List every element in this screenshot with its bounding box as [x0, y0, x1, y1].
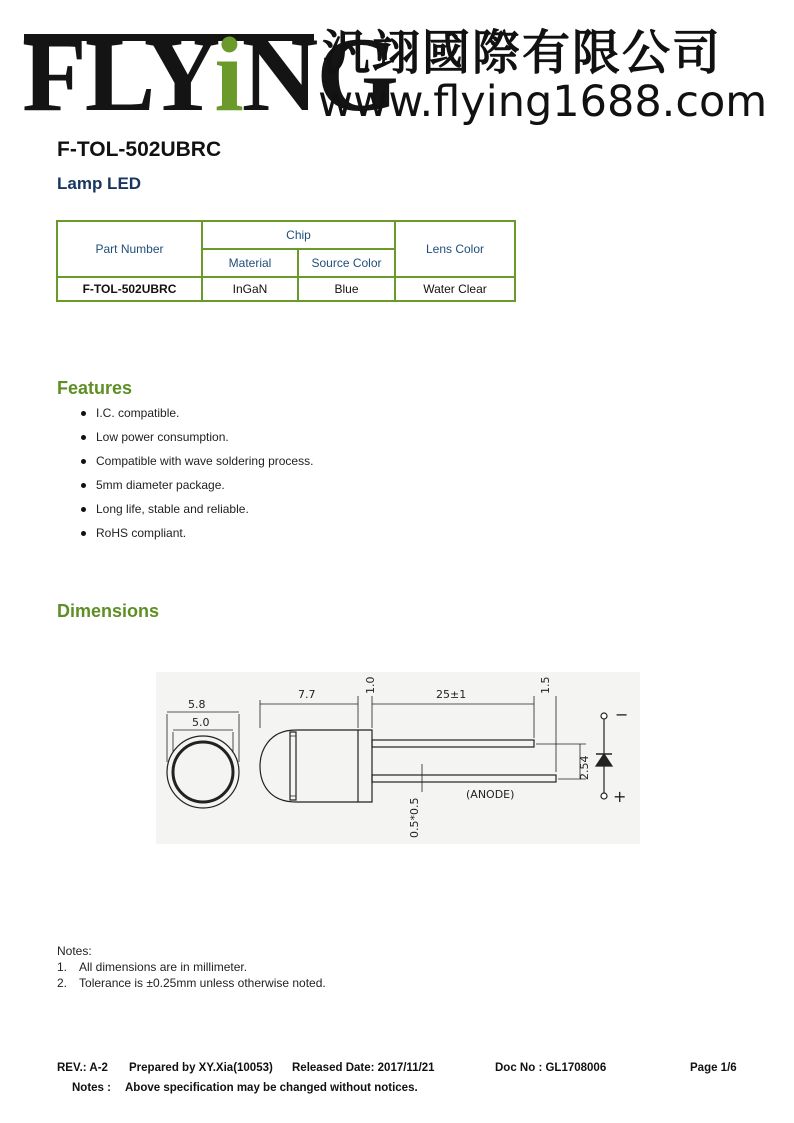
- dim-lead-width: 0.5*0.5: [408, 797, 421, 838]
- footer-revision: REV.: A-2: [57, 1062, 108, 1074]
- note-item-2: [57, 976, 326, 990]
- dim-lead-length: 25±1: [436, 688, 467, 701]
- company-name-chinese: 汎翊國際有限公司: [322, 25, 723, 81]
- footer-prepared-by: Prepared by XY.Xia(10053): [129, 1062, 273, 1074]
- note-text: All dimensions are in millimeter.: [79, 960, 248, 974]
- footer-doc-number: Doc No : GL1708006: [495, 1062, 607, 1074]
- features-list: [80, 405, 313, 549]
- dim-flange: 1.0: [364, 676, 377, 694]
- dim-lead-spacing: 2.54: [578, 755, 591, 780]
- note-item-1: [57, 960, 247, 974]
- cell-lens-color: Water Clear: [395, 277, 515, 301]
- note-text: Tolerance is ±0.25mm unless otherwise noted.: [79, 976, 326, 990]
- part-subtitle: Lamp LED: [57, 174, 142, 193]
- cathode-symbol: −: [615, 705, 629, 724]
- header-chip: Chip: [202, 221, 395, 249]
- footer-page-number: Page 1/6: [690, 1062, 737, 1074]
- company-website: www.flying1688.com: [318, 77, 768, 127]
- cell-source-color: Blue: [298, 277, 395, 301]
- header-lens-color: Lens Color: [395, 221, 515, 277]
- anode-label: (ANODE): [466, 788, 515, 801]
- list-item: 5mm diameter package.: [80, 477, 313, 501]
- dim-outer-diameter: 5.8: [188, 698, 206, 711]
- table-row: [57, 277, 515, 301]
- footer-notice-label: Notes :: [72, 1082, 111, 1094]
- dimension-drawing: [156, 672, 640, 844]
- dimensions-heading: Dimensions: [57, 601, 160, 621]
- cell-material: InGaN: [202, 277, 298, 301]
- footer-notice-text: Above specification may be changed without notices.: [125, 1082, 418, 1094]
- dim-lead-offset: 1.5: [539, 676, 552, 694]
- cell-part-number: F-TOL-502UBRC: [57, 277, 202, 301]
- list-item: RoHS compliant.: [80, 525, 313, 549]
- diode-terminal-top: [601, 713, 607, 719]
- note-number: 2.: [57, 976, 68, 990]
- anode-symbol: +: [613, 787, 627, 806]
- list-item: I.C. compatible.: [80, 405, 313, 429]
- list-item: Low power consumption.: [80, 429, 313, 453]
- company-logo: FLYiNG: [22, 16, 397, 133]
- list-item: Compatible with wave soldering process.: [80, 453, 313, 477]
- header-part-number: Part Number: [57, 221, 202, 277]
- dim-body-length: 7.7: [298, 688, 316, 701]
- footer-release-date: Released Date: 2017/11/21: [292, 1062, 435, 1074]
- spec-table: [56, 220, 516, 302]
- part-title: F-TOL-502UBRC: [57, 138, 222, 161]
- features-heading: Features: [57, 378, 133, 398]
- notes-title: Notes:: [57, 944, 92, 958]
- list-item: Long life, stable and reliable.: [80, 501, 313, 525]
- diode-terminal-bottom: [601, 793, 607, 799]
- header-source-color: Source Color: [298, 249, 395, 277]
- note-number: 1.: [57, 960, 68, 974]
- dim-inner-diameter: 5.0: [192, 716, 210, 729]
- header-material: Material: [202, 249, 298, 277]
